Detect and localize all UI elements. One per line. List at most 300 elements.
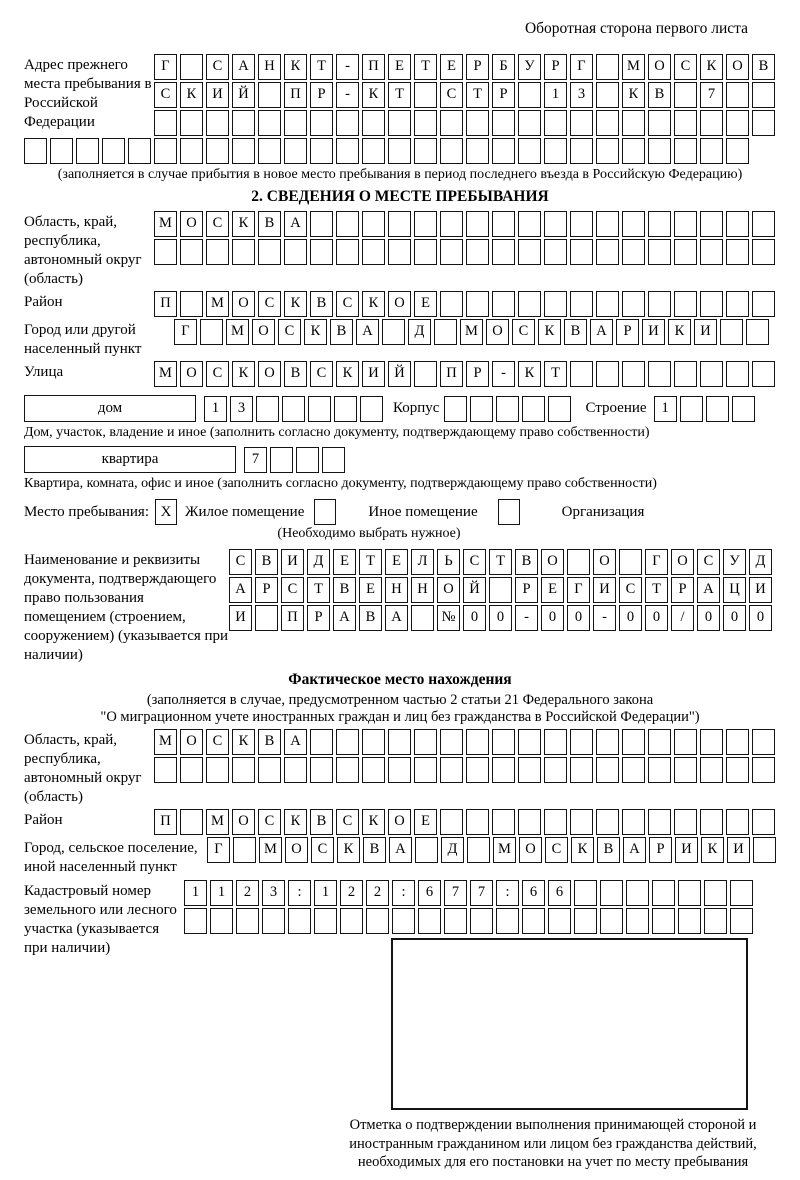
char-box[interactable] [232,239,255,265]
char-box[interactable] [700,138,723,164]
char-box[interactable]: 0 [619,605,642,631]
char-box[interactable]: В [258,729,281,755]
char-box[interactable]: С [674,54,697,80]
char-box[interactable]: Г [207,837,230,863]
char-box[interactable]: Р [255,577,278,603]
char-box[interactable] [726,211,749,237]
char-box[interactable] [518,809,541,835]
char-box[interactable]: К [701,837,724,863]
char-box[interactable] [622,239,645,265]
char-box[interactable]: С [697,549,720,575]
char-box[interactable]: Г [154,54,177,80]
char-box[interactable] [674,239,697,265]
char-box[interactable] [418,908,441,934]
char-box[interactable] [310,757,333,783]
char-box[interactable]: В [564,319,587,345]
char-box[interactable]: К [180,82,203,108]
char-box[interactable] [336,138,359,164]
char-box[interactable]: О [180,361,203,387]
char-box[interactable] [362,211,385,237]
char-box[interactable]: В [359,605,382,631]
char-box[interactable] [648,239,671,265]
char-box[interactable] [296,447,319,473]
char-box[interactable] [466,729,489,755]
char-box[interactable] [706,396,729,422]
char-box[interactable] [492,138,515,164]
char-box[interactable] [678,908,701,934]
char-box[interactable] [518,138,541,164]
char-box[interactable] [648,729,671,755]
char-box[interactable]: 1 [544,82,567,108]
char-box[interactable]: В [752,54,775,80]
char-box[interactable] [726,291,749,317]
char-box[interactable] [256,396,279,422]
char-box[interactable]: А [284,729,307,755]
char-box[interactable] [282,396,305,422]
char-box[interactable]: О [388,809,411,835]
char-box[interactable] [596,361,619,387]
char-box[interactable] [548,908,571,934]
char-box[interactable] [388,757,411,783]
char-box[interactable]: С [258,809,281,835]
char-box[interactable] [752,239,775,265]
char-box[interactable] [154,239,177,265]
char-box[interactable] [128,138,151,164]
char-box[interactable] [232,138,255,164]
char-box[interactable]: 0 [567,605,590,631]
char-box[interactable]: : [288,880,311,906]
char-box[interactable] [596,138,619,164]
char-box[interactable] [388,110,411,136]
char-box[interactable] [596,291,619,317]
char-box[interactable] [154,110,177,136]
char-box[interactable] [258,82,281,108]
char-box[interactable]: С [311,837,334,863]
char-box[interactable] [466,757,489,783]
char-box[interactable] [233,837,256,863]
char-box[interactable] [232,110,255,136]
char-box[interactable] [336,211,359,237]
char-box[interactable] [674,809,697,835]
char-box[interactable]: И [281,549,304,575]
char-box[interactable] [596,110,619,136]
char-box[interactable] [518,757,541,783]
char-box[interactable]: Е [333,549,356,575]
char-box[interactable] [388,211,411,237]
char-box[interactable]: К [622,82,645,108]
char-box[interactable]: Д [307,549,330,575]
char-box[interactable] [388,138,411,164]
char-box[interactable]: С [463,549,486,575]
char-box[interactable]: М [206,809,229,835]
char-box[interactable] [622,138,645,164]
char-box[interactable]: О [232,291,255,317]
char-box[interactable]: - [515,605,538,631]
char-box[interactable]: Е [385,549,408,575]
char-box[interactable] [414,239,437,265]
char-box[interactable] [648,809,671,835]
char-box[interactable]: М [226,319,249,345]
char-box[interactable]: Т [414,54,437,80]
char-box[interactable] [752,729,775,755]
char-box[interactable] [726,361,749,387]
char-box[interactable]: 3 [570,82,593,108]
char-box[interactable]: П [284,82,307,108]
char-box[interactable] [392,908,415,934]
char-box[interactable]: У [518,54,541,80]
char-box[interactable]: Р [544,54,567,80]
char-box[interactable] [434,319,457,345]
char-box[interactable] [544,757,567,783]
char-box[interactable]: Д [408,319,431,345]
char-box[interactable] [310,211,333,237]
char-box[interactable] [518,291,541,317]
char-box[interactable] [411,605,434,631]
char-box[interactable] [726,809,749,835]
char-box[interactable] [492,809,515,835]
char-box[interactable] [726,110,749,136]
char-box[interactable]: И [727,837,750,863]
char-box[interactable] [570,211,593,237]
char-box[interactable] [492,239,515,265]
char-box[interactable] [466,138,489,164]
char-box[interactable] [180,809,203,835]
char-box[interactable]: К [362,809,385,835]
char-box[interactable] [470,396,493,422]
char-box[interactable] [544,729,567,755]
char-box[interactable] [746,319,769,345]
char-box[interactable]: О [258,361,281,387]
char-box[interactable]: И [229,605,252,631]
char-box[interactable]: 2 [340,880,363,906]
char-box[interactable] [180,291,203,317]
char-box[interactable]: Т [359,549,382,575]
char-box[interactable]: Т [388,82,411,108]
char-box[interactable]: К [232,211,255,237]
char-box[interactable] [726,757,749,783]
char-box[interactable] [414,138,437,164]
char-box[interactable] [648,361,671,387]
char-box[interactable]: Е [440,54,463,80]
char-box[interactable]: А [385,605,408,631]
char-box[interactable]: 2 [236,880,259,906]
char-box[interactable] [414,361,437,387]
char-box[interactable] [600,880,623,906]
char-box[interactable]: И [593,577,616,603]
char-box[interactable] [492,729,515,755]
char-box[interactable]: Е [359,577,382,603]
char-box[interactable] [180,239,203,265]
char-box[interactable] [600,908,623,934]
char-box[interactable] [574,908,597,934]
char-box[interactable] [414,729,437,755]
char-box[interactable]: И [206,82,229,108]
char-box[interactable]: С [206,729,229,755]
char-box[interactable] [522,396,545,422]
char-box[interactable]: К [668,319,691,345]
char-box[interactable] [154,138,177,164]
char-box[interactable] [362,239,385,265]
char-box[interactable] [206,239,229,265]
char-box[interactable]: В [284,361,307,387]
char-box[interactable] [752,757,775,783]
char-box[interactable] [518,239,541,265]
char-box[interactable] [440,729,463,755]
char-box[interactable] [518,211,541,237]
char-box[interactable] [340,908,363,934]
char-box[interactable]: Р [310,82,333,108]
char-box[interactable]: Б [492,54,515,80]
char-box[interactable] [414,211,437,237]
char-box[interactable] [440,239,463,265]
char-box[interactable] [255,605,278,631]
char-box[interactable] [466,291,489,317]
char-box[interactable]: А [590,319,613,345]
char-box[interactable] [492,211,515,237]
char-box[interactable] [652,880,675,906]
char-box[interactable] [382,319,405,345]
char-box[interactable]: О [437,577,460,603]
char-box[interactable] [544,110,567,136]
char-box[interactable] [414,110,437,136]
char-box[interactable] [622,729,645,755]
char-box[interactable]: Г [174,319,197,345]
char-box[interactable]: В [310,291,333,317]
char-box[interactable] [284,110,307,136]
char-box[interactable] [414,757,437,783]
char-box[interactable] [522,908,545,934]
char-box[interactable]: Р [466,361,489,387]
char-box[interactable]: Ц [723,577,746,603]
char-box[interactable]: 1 [654,396,677,422]
char-box[interactable] [674,361,697,387]
char-box[interactable]: О [726,54,749,80]
char-box[interactable] [388,729,411,755]
char-box[interactable]: 1 [210,880,233,906]
char-box[interactable] [210,908,233,934]
char-box[interactable] [726,239,749,265]
char-box[interactable]: Д [749,549,772,575]
char-box[interactable]: Г [645,549,668,575]
char-box[interactable] [496,396,519,422]
char-box[interactable]: Р [466,54,489,80]
char-box[interactable]: 1 [314,880,337,906]
char-box[interactable]: 0 [489,605,512,631]
char-box[interactable] [726,82,749,108]
char-box[interactable]: 7 [444,880,467,906]
char-box[interactable] [310,138,333,164]
char-box[interactable]: № [437,605,460,631]
char-box[interactable]: Т [466,82,489,108]
char-box[interactable] [466,809,489,835]
char-box[interactable] [492,110,515,136]
char-box[interactable] [444,908,467,934]
char-box[interactable] [596,239,619,265]
char-box[interactable] [674,729,697,755]
char-box[interactable] [284,757,307,783]
char-box[interactable] [258,757,281,783]
char-box[interactable] [440,809,463,835]
char-box[interactable]: 6 [548,880,571,906]
char-box[interactable] [648,757,671,783]
char-box[interactable]: М [206,291,229,317]
char-box[interactable]: - [593,605,616,631]
char-box[interactable]: Р [515,577,538,603]
char-box[interactable] [444,396,467,422]
char-box[interactable] [753,837,776,863]
char-box[interactable] [570,138,593,164]
char-box[interactable] [440,291,463,317]
char-box[interactable] [622,291,645,317]
char-box[interactable] [700,291,723,317]
char-box[interactable] [570,110,593,136]
char-box[interactable]: Т [307,577,330,603]
char-box[interactable]: - [492,361,515,387]
char-box[interactable] [732,396,755,422]
char-box[interactable] [544,809,567,835]
char-box[interactable] [622,361,645,387]
char-box[interactable]: И [694,319,717,345]
char-box[interactable] [674,291,697,317]
char-box[interactable]: 7 [700,82,723,108]
char-box[interactable]: А [229,577,252,603]
char-box[interactable] [544,138,567,164]
char-box[interactable] [622,809,645,835]
char-box[interactable]: Н [411,577,434,603]
char-box[interactable] [700,757,723,783]
char-box[interactable]: В [597,837,620,863]
char-box[interactable] [700,110,723,136]
char-box[interactable]: Л [411,549,434,575]
char-box[interactable]: М [259,837,282,863]
char-box[interactable] [518,729,541,755]
char-box[interactable] [102,138,125,164]
char-box[interactable] [700,239,723,265]
char-box[interactable]: Е [541,577,564,603]
char-box[interactable] [674,211,697,237]
char-box[interactable]: О [232,809,255,835]
char-box[interactable] [362,757,385,783]
char-box[interactable] [206,138,229,164]
char-box[interactable]: С [278,319,301,345]
char-box[interactable] [206,110,229,136]
char-box[interactable] [322,447,345,473]
char-box[interactable]: С [206,361,229,387]
char-box[interactable]: С [512,319,535,345]
char-box[interactable] [544,211,567,237]
char-box[interactable]: О [180,211,203,237]
char-box[interactable]: О [388,291,411,317]
char-box[interactable]: М [622,54,645,80]
char-box[interactable]: В [648,82,671,108]
apartment-type-box[interactable]: квартира [24,446,236,473]
char-box[interactable] [270,447,293,473]
char-box[interactable] [492,291,515,317]
char-box[interactable] [258,138,281,164]
char-box[interactable] [310,110,333,136]
char-box[interactable]: С [336,809,359,835]
char-box[interactable] [467,837,490,863]
char-box[interactable] [648,211,671,237]
char-box[interactable] [334,396,357,422]
char-box[interactable]: 0 [541,605,564,631]
stay-type-checkbox-organization[interactable] [498,499,520,525]
char-box[interactable]: 3 [230,396,253,422]
char-box[interactable]: О [180,729,203,755]
char-box[interactable] [596,729,619,755]
char-box[interactable]: К [337,837,360,863]
char-box[interactable] [548,396,571,422]
char-box[interactable] [200,319,223,345]
char-box[interactable] [180,54,203,80]
char-box[interactable]: О [648,54,671,80]
char-box[interactable]: / [671,605,694,631]
char-box[interactable]: Г [570,54,593,80]
char-box[interactable]: И [362,361,385,387]
char-box[interactable]: А [232,54,255,80]
char-box[interactable] [308,396,331,422]
char-box[interactable]: С [154,82,177,108]
char-box[interactable]: К [538,319,561,345]
char-box[interactable]: В [255,549,278,575]
char-box[interactable]: М [154,211,177,237]
char-box[interactable] [596,54,619,80]
char-box[interactable]: К [284,54,307,80]
char-box[interactable]: С [229,549,252,575]
char-box[interactable]: У [723,549,746,575]
char-box[interactable] [496,908,519,934]
char-box[interactable] [726,729,749,755]
char-box[interactable]: О [486,319,509,345]
char-box[interactable]: Р [649,837,672,863]
char-box[interactable]: М [460,319,483,345]
char-box[interactable]: В [310,809,333,835]
char-box[interactable]: А [333,605,356,631]
char-box[interactable] [626,908,649,934]
char-box[interactable] [730,880,753,906]
char-box[interactable] [574,880,597,906]
char-box[interactable] [180,110,203,136]
char-box[interactable] [622,757,645,783]
char-box[interactable] [362,138,385,164]
char-box[interactable]: О [519,837,542,863]
char-box[interactable] [596,757,619,783]
char-box[interactable] [570,291,593,317]
char-box[interactable]: К [284,809,307,835]
char-box[interactable]: С [619,577,642,603]
char-box[interactable] [206,757,229,783]
char-box[interactable]: С [206,54,229,80]
char-box[interactable] [466,239,489,265]
char-box[interactable] [570,729,593,755]
char-box[interactable] [704,880,727,906]
char-box[interactable]: М [154,729,177,755]
char-box[interactable]: Ь [437,549,460,575]
char-box[interactable]: 6 [522,880,545,906]
char-box[interactable] [180,138,203,164]
char-box[interactable]: К [518,361,541,387]
char-box[interactable]: 0 [697,605,720,631]
char-box[interactable] [622,211,645,237]
char-box[interactable]: 2 [366,880,389,906]
char-box[interactable] [314,908,337,934]
char-box[interactable]: В [363,837,386,863]
char-box[interactable]: К [284,291,307,317]
char-box[interactable]: Й [463,577,486,603]
char-box[interactable]: 0 [645,605,668,631]
char-box[interactable]: Н [258,54,281,80]
char-box[interactable]: 3 [262,880,285,906]
